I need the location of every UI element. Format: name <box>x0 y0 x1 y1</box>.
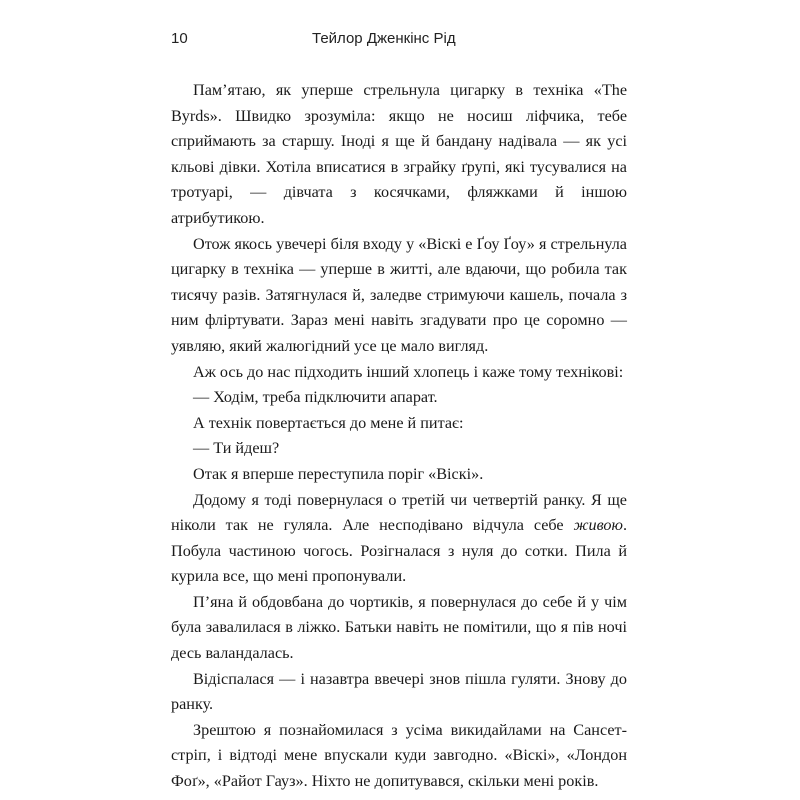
paragraph <box>171 488 627 590</box>
text-segment: . Побула частиною чогось. Розігналася з нуля до сотки. Пила й курила все, що мені пропонували. <box>171 516 627 586</box>
body-text <box>171 78 627 795</box>
paragraph <box>171 232 627 360</box>
text-segment: — Ти йдеш? <box>193 439 280 458</box>
paragraph <box>171 78 627 232</box>
running-head-author: Тейлор Дженкінс Рід <box>312 30 456 47</box>
page-header <box>0 20 800 50</box>
paragraph <box>171 462 627 488</box>
paragraph <box>171 411 627 437</box>
text-segment: Отож якось увечері біля входу у «Віскі е Ґоу Ґоу» я стрельнула цигарку в техніка — уперше в житті, але вдаючи, що робила так тисячу разів. Затягнулася й, заледве стримуючи кашель, почала з ним фліртувати. Зараз мені навіть згадувати про це соромно — уявляю, який жалюгідний усе це мало вигляд. <box>171 234 627 355</box>
page-number: 10 <box>171 30 188 47</box>
paragraph <box>171 436 627 462</box>
paragraph <box>171 667 627 718</box>
text-segment: Отак я вперше переступила поріг «Віскі». <box>193 464 484 483</box>
text-segment: П’яна й обдовбана до чортиків, я повернулася до себе й у чім була завалилася в ліжко. Батьки навіть не помітили, що я пів ночі десь валандалась. <box>171 592 627 663</box>
text-segment: — Ходім, треба підключити апарат. <box>193 388 438 407</box>
paragraph <box>171 385 627 411</box>
text-segment: А технік повертається до мене й питає: <box>193 413 464 432</box>
text-segment: Додому я тоді повернулася о третій чи четвертій ранку. Я ще ніколи так не гуляла. Але несподівано відчула себе <box>171 490 627 535</box>
text-segment: Відіспалася — і назавтра ввечері знов пішла гуляти. Знову до ранку. <box>171 669 627 714</box>
text-segment: Аж ось до нас підходить інший хлопець і каже тому технікові: <box>193 362 624 381</box>
paragraph <box>171 590 627 667</box>
text-segment: Пам’ятаю, як уперше стрельнула цигарку в техніка «The Byrds». Швидко зрозуміла: якщо не носиш ліфчика, тебе сприймають за старшу. Іноді я ще й бандану надівала — як усі кльові дівки. Хотіла вписатися в зграйку ґрупі, які тусувалися на тротуарі, — дівчата з косячками, фляжками й іншою атрибутикою. <box>171 81 627 227</box>
paragraph <box>171 360 627 386</box>
text-segment: Зрештою я познайомилася з усіма викидайлами на Сансет-стріп, і відтоді мене впускали куди завгодно. «Віскі», «Лондон Фоґ», «Райот Гауз». Ніхто не допитувався, скільки мені років. <box>171 720 627 791</box>
paragraph <box>171 718 627 795</box>
italic-text: живою <box>573 516 623 535</box>
